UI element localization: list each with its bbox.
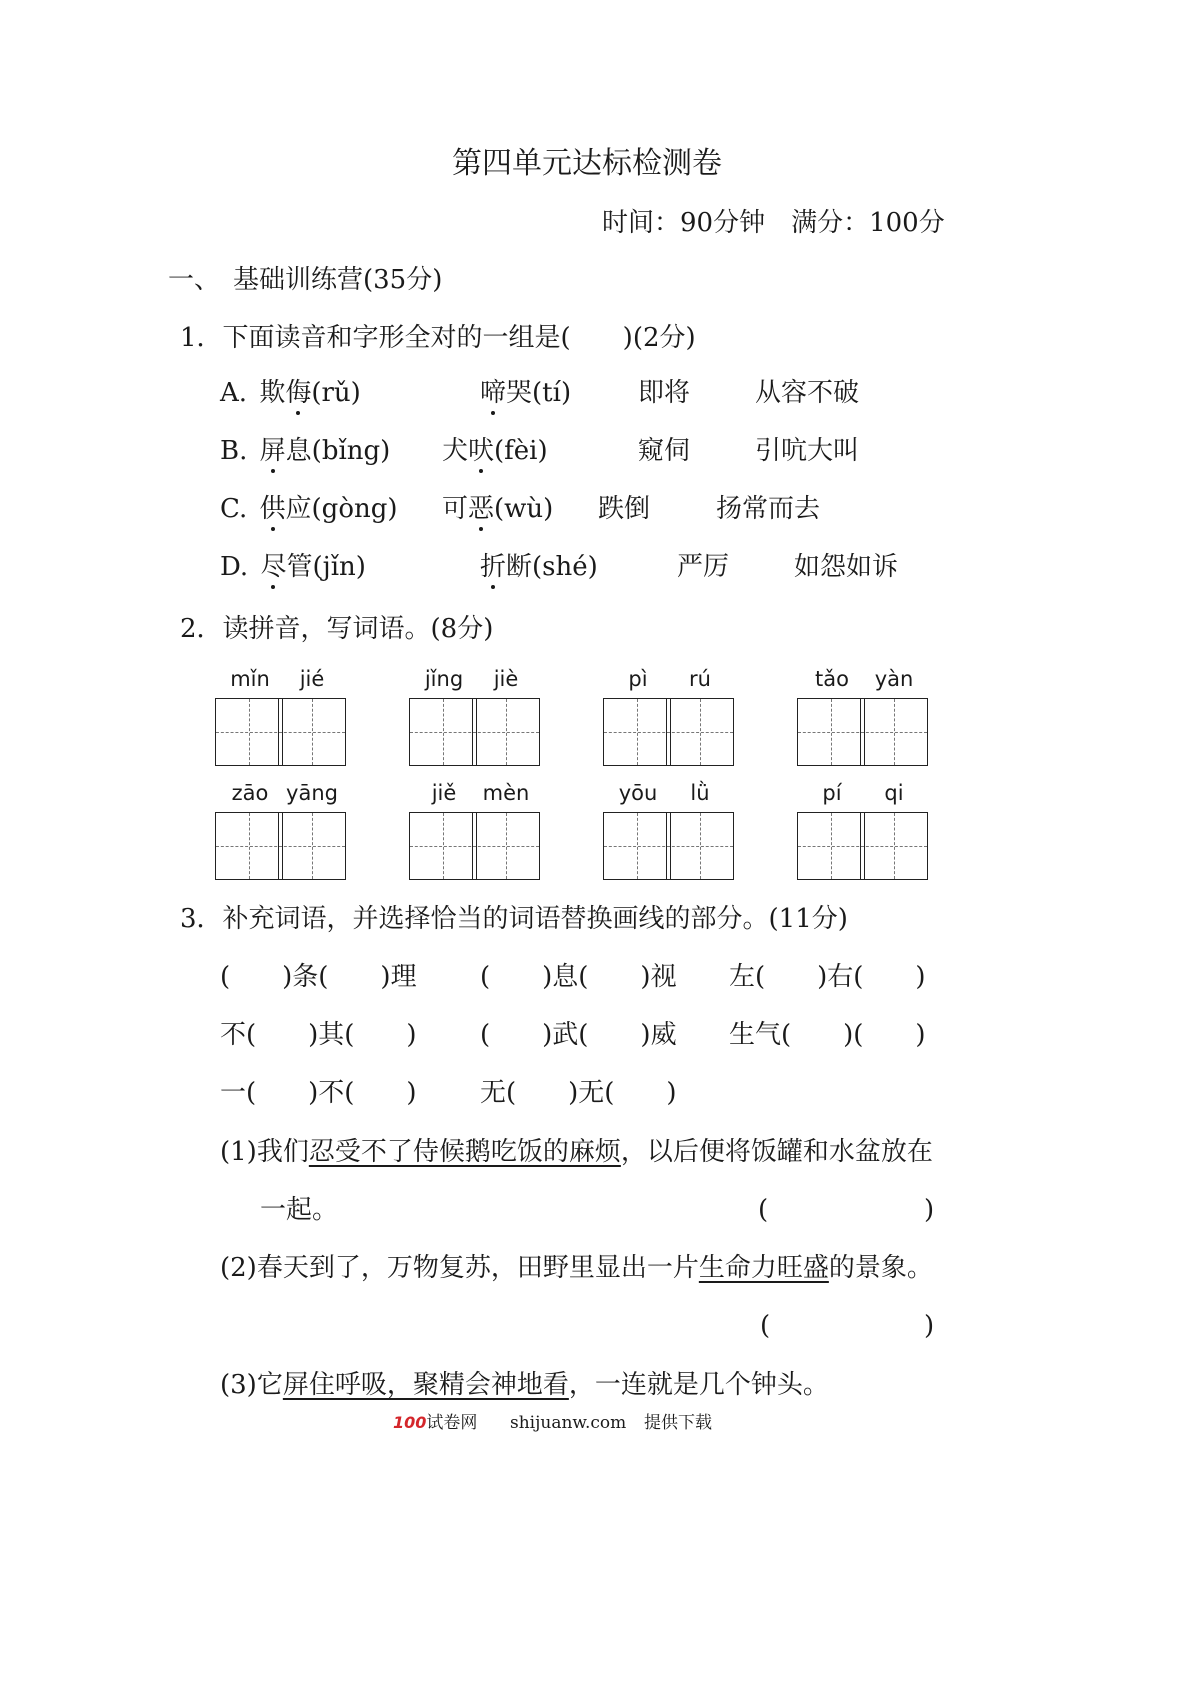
idiom-blank[interactable]: 左( )右( ) [729,962,926,992]
option-word: 供应(gòng) [259,494,398,524]
sentence-3: (3)它屏住呼吸，聚精会神地看，一连就是几个钟头。 [220,1370,829,1400]
question-1-stem: 1．下面读音和字形全对的一组是( )(2分) [180,323,696,353]
option-word: 欺侮(rǔ) [259,378,361,408]
writing-box[interactable] [215,698,283,766]
pinyin: mǐn [230,667,270,691]
writing-box[interactable] [215,812,283,880]
option-b-word3: 窥伺 [638,436,691,466]
pinyin: rú [689,667,711,691]
pinyin: lǜ [690,781,710,805]
underlined-phrase: 生命力旺盛 [698,1253,829,1283]
option-a [220,378,361,408]
writing-box[interactable] [860,698,928,766]
option-a-word3: 即将 [638,378,691,408]
idiom-blank[interactable]: ( )息( )视 [480,962,677,992]
answer-paren-close[interactable]: ) [924,1311,935,1341]
section-number: 一、 [168,265,221,295]
pinyin-pair [603,667,743,739]
idiom-blank[interactable]: 无( )无( ) [480,1078,677,1108]
writing-box[interactable] [603,698,671,766]
option-a-word4: 从容不破 [755,378,860,408]
option-key: B. [220,436,248,466]
writing-box[interactable] [409,812,477,880]
site-logo: 100 [393,1413,427,1432]
footer-url[interactable]: shijuanw.com [510,1413,627,1433]
idiom-blank[interactable]: ( )条( )理 [220,962,417,992]
pinyin: jiè [493,667,519,691]
pinyin-pair [409,781,549,853]
option-c-word3: 跌倒 [598,494,651,524]
option-c-word2: 可恶(wù) [442,494,554,524]
sentence-1-cont: 一起。 [260,1195,339,1225]
sentence-2: (2)春天到了，万物复苏，田野里显出一片生命力旺盛的景象。 [220,1253,933,1283]
option-c [220,494,398,524]
writing-box[interactable] [797,698,865,766]
pinyin-pair [215,781,355,853]
question-3-stem: 3．补充词语，并选择恰当的词语替换画线的部分。(11分) [180,904,848,934]
pinyin: jiě [431,781,457,805]
page-title: 第四单元达标检测卷 [452,146,722,181]
pinyin: tǎo [815,667,849,691]
pinyin: yàn [874,667,914,691]
writing-box[interactable] [472,812,540,880]
pinyin-pair [603,781,743,853]
underlined-phrase: 忍受不了侍候鹅吃饭的麻烦 [308,1137,621,1167]
writing-box[interactable] [666,698,734,766]
pinyin-pair [797,667,937,739]
pinyin: pì [628,667,648,691]
option-key: C. [220,494,248,524]
option-key: D. [220,552,249,582]
answer-paren-open[interactable]: ( [758,1195,769,1225]
footer [393,1413,477,1433]
pinyin: jié [299,667,325,691]
section-heading: 基础训练营(35分) [233,265,443,295]
pinyin: pí [822,781,842,805]
option-word: 屏息(bǐng) [259,436,391,466]
underlined-phrase: 屏住呼吸，聚精会神地看 [282,1370,569,1400]
writing-box[interactable] [472,698,540,766]
option-d-word2: 折断(shé) [480,552,598,582]
writing-box[interactable] [278,698,346,766]
idiom-blank[interactable]: 不( )其( ) [220,1020,417,1050]
option-c-word4: 扬常而去 [716,494,821,524]
pinyin: mèn [482,781,530,805]
writing-box[interactable] [860,812,928,880]
pinyin-pair [215,667,355,739]
idiom-blank[interactable]: ( )武( )威 [480,1020,677,1050]
pinyin: yāng [286,781,338,805]
pinyin-pair [409,667,549,739]
site-name: 试卷网 [426,1413,478,1433]
pinyin: zāo [231,781,269,805]
question-2-stem: 2．读拼音，写词语。(8分) [180,614,494,644]
option-b [220,436,390,466]
idiom-blank[interactable]: 生气( )( ) [729,1020,926,1050]
option-word: 尽管(jǐn) [260,552,366,582]
sentence-1: (1)我们忍受不了侍候鹅吃饭的麻烦，以后便将饭罐和水盆放在 [220,1137,933,1167]
writing-box[interactable] [797,812,865,880]
pinyin: jǐng [424,667,464,691]
pinyin: yōu [618,781,658,805]
footer-note: 提供下载 [644,1413,712,1433]
writing-box[interactable] [603,812,671,880]
idiom-blank[interactable]: 一( )不( ) [220,1078,417,1108]
writing-box[interactable] [666,812,734,880]
option-b-word4: 引吭大叫 [755,436,860,466]
pinyin: qi [884,781,904,805]
answer-paren-close[interactable]: ) [924,1195,935,1225]
option-d-word4: 如怨如诉 [794,552,899,582]
answer-paren-open[interactable]: ( [760,1311,771,1341]
option-b-word2: 犬吠(fèi) [442,436,548,466]
writing-box[interactable] [278,812,346,880]
option-d-word3: 严厉 [677,552,730,582]
option-a-word2: 啼哭(tí) [480,378,572,408]
exam-meta: 时间：90分钟 满分：100分 [602,208,945,238]
pinyin-pair [797,781,937,853]
writing-box[interactable] [409,698,477,766]
option-d [220,552,366,582]
option-key: A. [220,378,248,408]
